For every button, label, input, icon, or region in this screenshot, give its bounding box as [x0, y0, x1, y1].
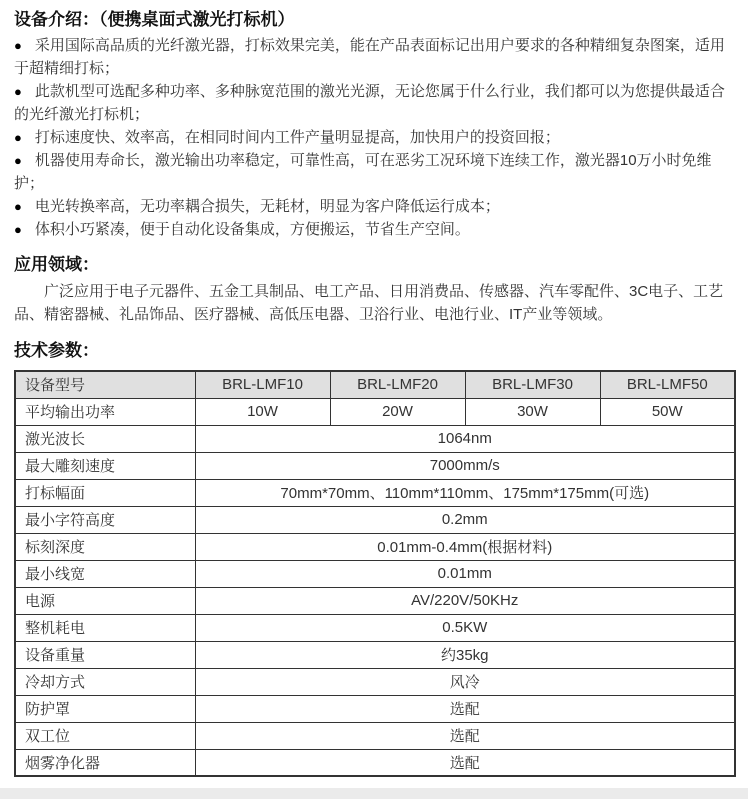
spec-value: 0.01mm [195, 560, 735, 587]
column-header: BRL-LMF20 [330, 371, 465, 398]
spec-label: 防护罩 [15, 695, 195, 722]
list-item [14, 218, 734, 241]
spec-value: 0.2mm [195, 506, 735, 533]
column-header: BRL-LMF10 [195, 371, 330, 398]
bullet-icon: ● [14, 222, 22, 237]
spec-label: 激光波长 [15, 425, 195, 452]
table-row [15, 506, 735, 533]
table-row [15, 533, 735, 560]
column-header: BRL-LMF50 [600, 371, 735, 398]
bullet-icon: ● [14, 199, 22, 214]
spec-value: 50W [600, 398, 735, 425]
table-row [15, 425, 735, 452]
list-item [14, 149, 734, 195]
bullet-icon: ● [14, 84, 22, 99]
spec-value: 选配 [195, 695, 735, 722]
spec-label: 最小线宽 [15, 560, 195, 587]
application-text: 广泛应用于电子元器件、五金工具制品、电工产品、日用消费品、传感器、汽车零配件、3C电子、工艺品、精密器械、礼品饰品、医疗器械、高低压电器、卫浴行业、电池行业、IT产业等领域。 [14, 283, 724, 323]
spec-value: 0.5KW [195, 614, 735, 641]
spec-label: 整机耗电 [15, 614, 195, 641]
table-row [15, 398, 735, 425]
spec-label: 最小字符高度 [15, 506, 195, 533]
bullet-text: 打标速度快、效率高，在相同时间内工件产量明显提高，加快用户的投资回报； [34, 129, 560, 146]
spec-label: 设备重量 [15, 641, 195, 668]
spec-value: 约35kg [195, 641, 735, 668]
table-row [15, 587, 735, 614]
table-row [15, 452, 735, 479]
table-row [15, 695, 735, 722]
bullet-icon: ● [14, 130, 22, 145]
list-item [14, 195, 734, 218]
column-header: 设备型号 [15, 371, 195, 398]
spec-value: 70mm*70mm、110mm*110mm、175mm*175mm(可选) [195, 479, 735, 506]
spec-label: 打标幅面 [15, 479, 195, 506]
table-row [15, 668, 735, 695]
spec-label: 电源 [15, 587, 195, 614]
list-item [14, 126, 734, 149]
list-item [14, 80, 734, 126]
table-row [15, 560, 735, 587]
specs-table [14, 370, 736, 777]
spec-value: 20W [330, 398, 465, 425]
intro-bullet-list [14, 34, 734, 241]
application-title: 应用领域： [14, 255, 99, 274]
spec-value: 1064nm [195, 425, 735, 452]
bullet-text: 体积小巧紧凑，便于自动化设备集成，方便搬运，节省生产空间。 [34, 221, 470, 238]
specs-title: 技术参数： [14, 341, 99, 360]
spec-label: 最大雕刻速度 [15, 452, 195, 479]
spec-value: AV/220V/50KHz [195, 587, 735, 614]
spec-label: 平均输出功率 [15, 398, 195, 425]
spec-value: 30W [465, 398, 600, 425]
spec-value: 风冷 [195, 668, 735, 695]
page-bottom-edge [0, 788, 748, 799]
intro-title: 设备介绍：（便携桌面式激光打标机） [14, 10, 295, 29]
spec-label: 冷却方式 [15, 668, 195, 695]
table-row [15, 641, 735, 668]
spec-value: 10W [195, 398, 330, 425]
table-row [15, 722, 735, 749]
bullet-text: 机器使用寿命长，激光输出功率稳定，可靠性高，可在恶劣工况环境下连续工作，激光器10万小时免维护； [14, 152, 712, 192]
spec-label: 双工位 [15, 722, 195, 749]
table-row [15, 749, 735, 776]
column-header: BRL-LMF30 [465, 371, 600, 398]
bullet-icon: ● [14, 153, 22, 168]
table-row [15, 614, 735, 641]
bullet-text: 电光转换率高，无功率耦合损失，无耗材，明显为客户降低运行成本； [34, 198, 500, 215]
spec-value: 选配 [195, 749, 735, 776]
list-item [14, 34, 734, 80]
spec-label: 标刻深度 [15, 533, 195, 560]
bullet-text: 采用国际高品质的光纤激光器，打标效果完美，能在产品表面标记出用户要求的各种精细复杂图案，适用于超精细打标； [14, 37, 725, 77]
spec-label: 烟雾净化器 [15, 749, 195, 776]
table-row [15, 479, 735, 506]
spec-value: 0.01mm-0.4mm(根据材料) [195, 533, 735, 560]
table-header-row [15, 371, 735, 398]
spec-value: 7000mm/s [195, 452, 735, 479]
spec-value: 选配 [195, 722, 735, 749]
bullet-icon: ● [14, 38, 22, 53]
bullet-text: 此款机型可选配多种功率、多种脉宽范围的激光光源，无论您属于什么行业，我们都可以为您提供最适合的光纤激光打标机； [14, 83, 725, 123]
